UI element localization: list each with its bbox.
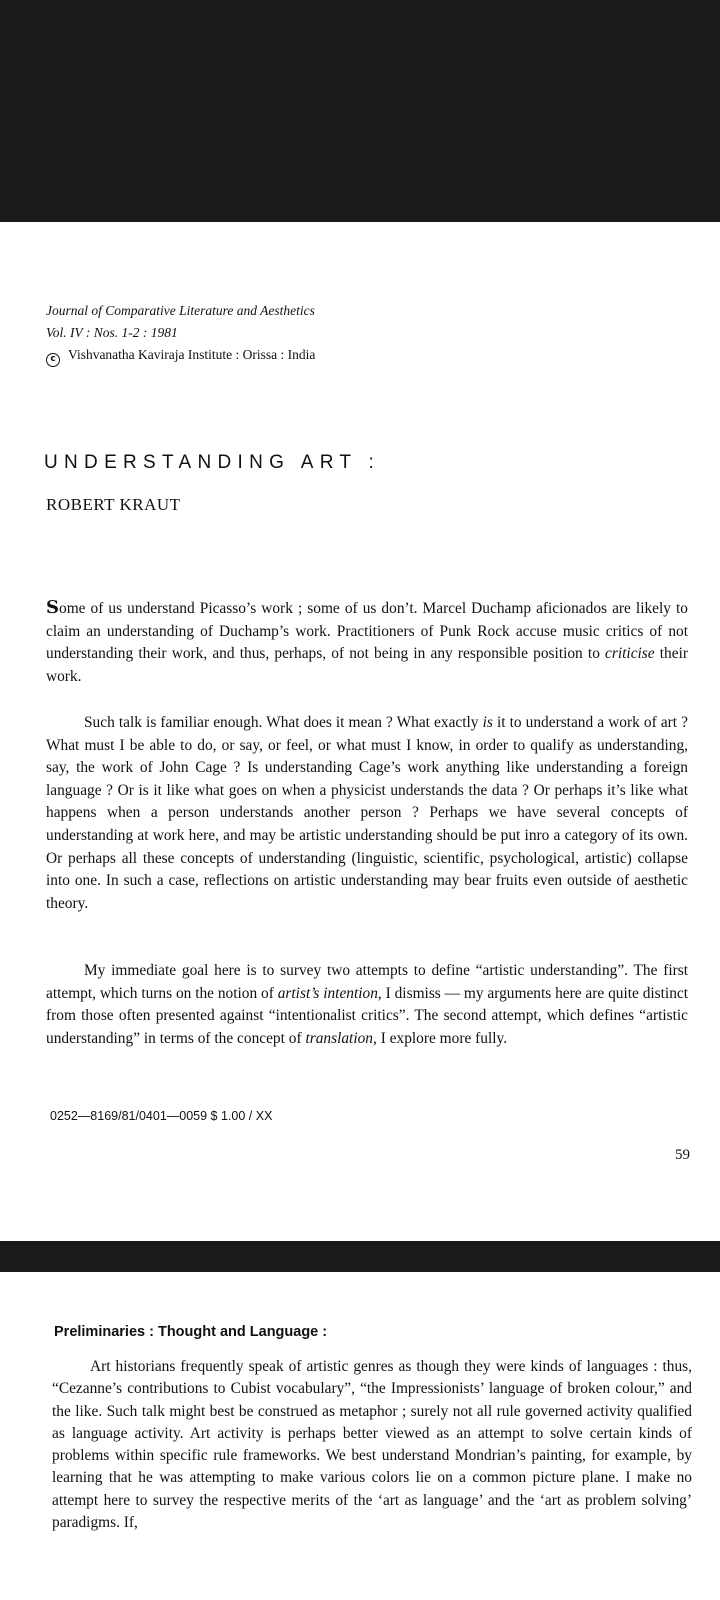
paragraph-3-text-b: I dismiss — my arguments here are quite distinct from those often presented against “intentionalist critics”. The second attempt, which defines “artistic understanding” in terms of the concept of (46, 984, 689, 1047)
paragraph-3-text-a: My immediate goal here is to survey two attempts to define “artistic understanding”. The first attempt, which turns on the notion of (46, 962, 688, 1002)
paragraph-1 (46, 597, 688, 688)
publisher-line (46, 344, 315, 367)
paragraph-1-text-b: their work. (46, 645, 688, 685)
paragraph-3-emphasis-1: artist’s intention, (277, 984, 382, 1002)
copyright-icon: c (46, 353, 60, 367)
paragraph-3-emphasis-2: translation, (305, 1029, 377, 1047)
page-60 (0, 1272, 720, 1600)
publisher: Vishvanatha Kaviraja Institute : Orissa : India (68, 347, 316, 362)
paragraph-2-text-b: it to understand a work of art ? What must I be able to do, or say, or feel, or what must I know, in order to qualify as understanding, say, the work of John Cage ? Is understanding Cage’s work anything like understanding a foreign language ? Or is it like what goes on when a physicist understands the data ? Or perhaps it’s like what happens when a person understands another person ? Perhaps we have several concepts of understanding at work here, and may be artistic understanding should be put inro a category of its own. Or perhaps all these concepts of understanding (linguistic, scientific, psychological, artistic) collapse into one. In such a case, reflections on artistic understanding may bear fruits even outside of aesthetic theory. (46, 714, 688, 912)
article-code: 0252—8169/81/0401—0059 $ 1.00 / XX (50, 1109, 273, 1123)
journal-volume: Vol. IV : Nos. 1-2 : 1981 (46, 325, 178, 340)
article-title: UNDERSTANDING ART : (44, 452, 381, 473)
page-59 (0, 222, 720, 1241)
section-heading: Preliminaries : Thought and Language : (54, 1324, 328, 1340)
paragraph-2-text-a: Such talk is familiar enough. What does it mean ? What exactly (84, 714, 483, 731)
journal-name: Journal of Comparative Literature and Aesthetics (46, 303, 315, 318)
page-2-paragraph: Art historians frequently speak of artistic genres as though they were kinds of languages : thus, “Cezanne’s contributions to Cubist vocabulary”, “the Impressionists’ language of broken colour,” and the like. Such talk might best be construed as metaphor ; surely not all rule governed activity qualified as language activity. Art activity is perhaps better viewed as an attempt to solve certain kinds of problems within specific rule frameworks. We best understand Mondrian’s painting, for example, by learning that he was attempting to make various colors lie on a common picture plane. I make no attempt here to survey the respective merits of the ‘art as language’ and the ‘art as problem solving’ paradigms. If, (52, 1358, 692, 1532)
journal-header (46, 300, 315, 367)
paragraph-3-text-c: I explore more fully. (376, 1029, 508, 1047)
drop-cap: S (46, 597, 59, 618)
paragraph-2-emphasis: is (482, 714, 493, 731)
paragraph-1-text-a: ome of us understand Picasso’s work ; some of us don’t. Marcel Duchamp aficionados are likely to claim an understanding of Duchamp’s work. Practitioners of Punk Rock accuse music critics of not understanding their work, and thus, perhaps, of not being in any responsible position to (46, 600, 688, 663)
paragraph-1-emphasis: criticise (605, 645, 655, 663)
page-divider (0, 1241, 720, 1272)
paragraph-3 (46, 960, 688, 1050)
paragraph-2 (46, 712, 688, 915)
page-number: 59 (675, 1147, 690, 1163)
article-author: ROBERT KRAUT (46, 495, 181, 514)
top-dark-band (0, 0, 720, 222)
